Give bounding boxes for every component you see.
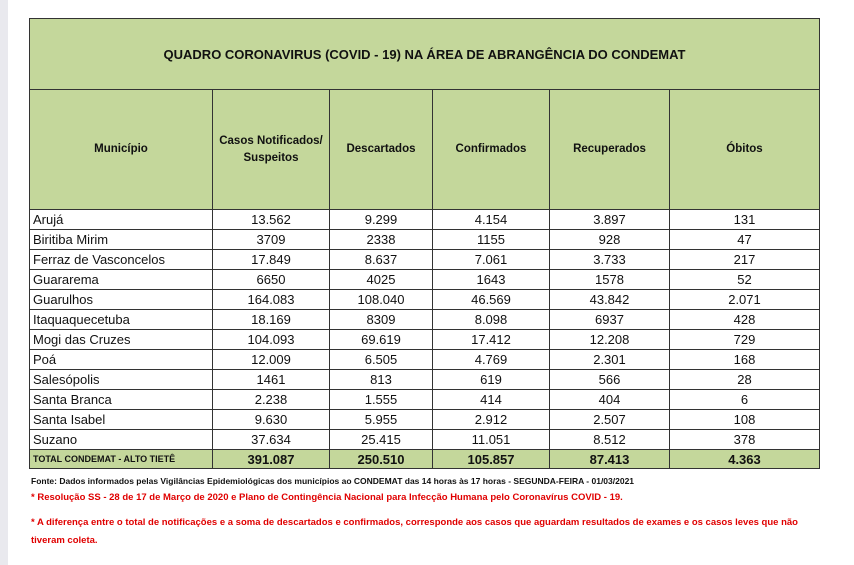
- cell-municipio: Poá: [30, 350, 213, 370]
- cell-confirmados: 17.412: [433, 330, 550, 350]
- cell-municipio: Arujá: [30, 210, 213, 230]
- table-body: [30, 210, 820, 450]
- cell-descartados: 69.619: [330, 330, 433, 350]
- table-row: [30, 390, 820, 410]
- cell-notificados: 9.630: [213, 410, 330, 430]
- cell-descartados: 8309: [330, 310, 433, 330]
- cell-confirmados: 11.051: [433, 430, 550, 450]
- cell-recuperados: 43.842: [550, 290, 670, 310]
- cell-confirmados: 619: [433, 370, 550, 390]
- header-recuperados: Recuperados: [550, 90, 670, 210]
- cell-obitos: 428: [670, 310, 820, 330]
- total-row: [30, 450, 820, 469]
- cell-notificados: 104.093: [213, 330, 330, 350]
- table-row: [30, 330, 820, 350]
- cell-municipio: Santa Branca: [30, 390, 213, 410]
- table-row: [30, 230, 820, 250]
- cell-notificados: 3709: [213, 230, 330, 250]
- cell-obitos: 2.071: [670, 290, 820, 310]
- cell-descartados: 4025: [330, 270, 433, 290]
- cell-confirmados: 414: [433, 390, 550, 410]
- cell-descartados: 5.955: [330, 410, 433, 430]
- cell-descartados: 25.415: [330, 430, 433, 450]
- cell-confirmados: 4.769: [433, 350, 550, 370]
- total-obitos: 4.363: [670, 450, 820, 469]
- total-descartados: 250.510: [330, 450, 433, 469]
- cell-obitos: 217: [670, 250, 820, 270]
- cell-recuperados: 3.897: [550, 210, 670, 230]
- cell-notificados: 37.634: [213, 430, 330, 450]
- cell-obitos: 108: [670, 410, 820, 430]
- cell-municipio: Guarulhos: [30, 290, 213, 310]
- cell-obitos: 729: [670, 330, 820, 350]
- cell-notificados: 18.169: [213, 310, 330, 330]
- cell-obitos: 28: [670, 370, 820, 390]
- header-row: [30, 90, 820, 210]
- cell-obitos: 131: [670, 210, 820, 230]
- cell-obitos: 378: [670, 430, 820, 450]
- cell-recuperados: 2.301: [550, 350, 670, 370]
- header-municipio: Município: [30, 90, 213, 210]
- cell-obitos: 168: [670, 350, 820, 370]
- total-confirmados: 105.857: [433, 450, 550, 469]
- cell-notificados: 1461: [213, 370, 330, 390]
- cell-confirmados: 8.098: [433, 310, 550, 330]
- table-row: [30, 370, 820, 390]
- cell-recuperados: 404: [550, 390, 670, 410]
- cell-recuperados: 6937: [550, 310, 670, 330]
- header-descartados: Descartados: [330, 90, 433, 210]
- table-row: [30, 410, 820, 430]
- cell-recuperados: 566: [550, 370, 670, 390]
- cell-notificados: 6650: [213, 270, 330, 290]
- table-row: [30, 350, 820, 370]
- cell-descartados: 108.040: [330, 290, 433, 310]
- cell-notificados: 2.238: [213, 390, 330, 410]
- cell-descartados: 6.505: [330, 350, 433, 370]
- title-row: [30, 19, 820, 90]
- cell-notificados: 17.849: [213, 250, 330, 270]
- table-title: QUADRO CORONAVIRUS (COVID - 19) NA ÁREA DE ABRANGÊNCIA DO CONDEMAT: [30, 19, 820, 90]
- cell-notificados: 13.562: [213, 210, 330, 230]
- total-recuperados: 87.413: [550, 450, 670, 469]
- cell-obitos: 47: [670, 230, 820, 250]
- resolution-note: * Resolução SS - 28 de 17 de Março de 2020 e Plano de Contingência Nacional para Infecção Humana pelo Coronavírus COVID - 19.: [31, 492, 623, 503]
- cell-recuperados: 2.507: [550, 410, 670, 430]
- table-row: [30, 430, 820, 450]
- difference-note: * A diferença entre o total de notificações e a soma de descartados e confirmados, corresponde aos casos que aguardam resultados de exames e os casos leves que não tiveram coleta.: [31, 517, 798, 546]
- cell-descartados: 2338: [330, 230, 433, 250]
- cell-recuperados: 8.512: [550, 430, 670, 450]
- cell-recuperados: 3.733: [550, 250, 670, 270]
- cell-obitos: 52: [670, 270, 820, 290]
- cell-confirmados: 46.569: [433, 290, 550, 310]
- total-notificados: 391.087: [213, 450, 330, 469]
- table-row: [30, 210, 820, 230]
- cell-municipio: Santa Isabel: [30, 410, 213, 430]
- table-row: [30, 250, 820, 270]
- cell-confirmados: 7.061: [433, 250, 550, 270]
- cell-descartados: 8.637: [330, 250, 433, 270]
- cell-recuperados: 928: [550, 230, 670, 250]
- cell-confirmados: 1643: [433, 270, 550, 290]
- total-label: TOTAL CONDEMAT - ALTO TIETÊ: [30, 450, 213, 469]
- covid-table: [29, 18, 820, 469]
- table-row: [30, 270, 820, 290]
- cell-recuperados: 12.208: [550, 330, 670, 350]
- cell-notificados: 12.009: [213, 350, 330, 370]
- source-note: Fonte: Dados informados pelas Vigilâncias Epidemiológicas dos municípios ao CONDEMAT das 14 horas às 17 horas - SEGUNDA-FEIRA - 01/03/2021: [31, 476, 635, 486]
- header-notificados: Casos Notificados/ Suspeitos: [213, 90, 330, 210]
- table-row: [30, 310, 820, 330]
- header-obitos: Óbitos: [670, 90, 820, 210]
- cell-municipio: Salesópolis: [30, 370, 213, 390]
- cell-municipio: Itaquaquecetuba: [30, 310, 213, 330]
- cell-confirmados: 4.154: [433, 210, 550, 230]
- cell-recuperados: 1578: [550, 270, 670, 290]
- cell-municipio: Biritiba Mirim: [30, 230, 213, 250]
- cell-confirmados: 1155: [433, 230, 550, 250]
- cell-obitos: 6: [670, 390, 820, 410]
- cell-descartados: 9.299: [330, 210, 433, 230]
- left-strip: [0, 0, 8, 565]
- cell-municipio: Ferraz de Vasconcelos: [30, 250, 213, 270]
- cell-municipio: Suzano: [30, 430, 213, 450]
- cell-municipio: Guararema: [30, 270, 213, 290]
- header-confirmados: Confirmados: [433, 90, 550, 210]
- cell-municipio: Mogi das Cruzes: [30, 330, 213, 350]
- cell-descartados: 1.555: [330, 390, 433, 410]
- table-row: [30, 290, 820, 310]
- cell-confirmados: 2.912: [433, 410, 550, 430]
- cell-notificados: 164.083: [213, 290, 330, 310]
- cell-descartados: 813: [330, 370, 433, 390]
